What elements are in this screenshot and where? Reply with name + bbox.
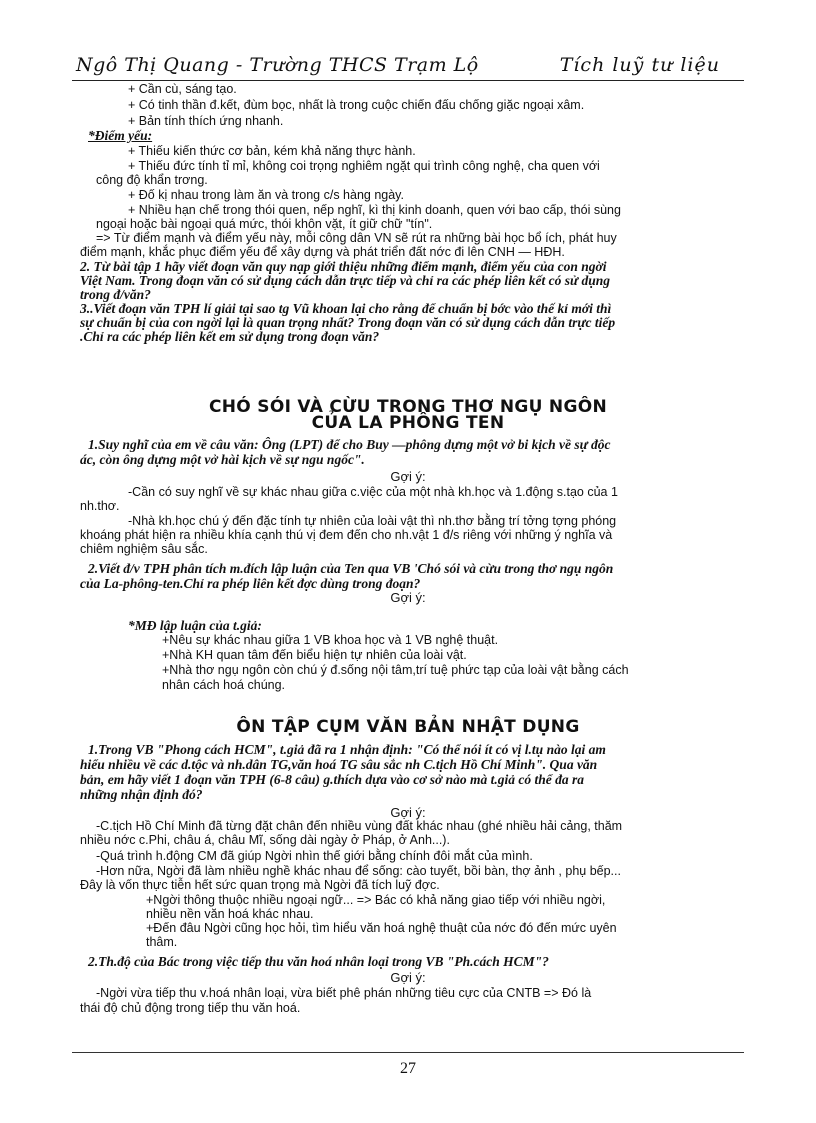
answer-line: -Ngời vừa tiếp thu v.hoá nhân loại, vừa biết phê phán những tiêu cực của CNTB => Đó là [96, 986, 592, 1000]
weakness-line: + Đố kị nhau trong làm ăn và trong c/s hàng ngày. [128, 188, 404, 202]
page-header [72, 50, 744, 81]
footer-divider [72, 1052, 744, 1053]
exercise-question: Việt Nam. Trong đoạn văn có sử dụng cách dẫn trực tiếp và chỉ ra các phép liên kết có sử dụng [80, 273, 611, 288]
exercise-question: 2. Từ bài tập 1 hãy viết đoạn văn quy nạp giới thiệu những điểm mạnh, điểm yếu của con ngời [80, 259, 607, 274]
answer-line: -Nhà kh.học chú ý đến đặc tính tự nhiên của loài vật thì nh.thơ bằng trí tởng tợng phóng [128, 514, 617, 528]
weakness-line: + Thiếu kiến thức cơ bản, kém khả năng thực hành. [128, 144, 416, 158]
question: 2.Th.độ của Bác trong việc tiếp thu văn hoá nhân loại trong VB "Ph.cách HCM"? [88, 954, 549, 969]
answer-line: thái độ chủ động trong tiếp thu văn hoá. [80, 1001, 301, 1015]
answer-line: -C.tịch Hồ Chí Minh đã từng đặt chân đến nhiều vùng đất khác nhau (ghé nhiều hải cảng, thăm [96, 819, 623, 833]
question: bản, em hãy viết 1 đoạn văn TPH (6-8 câu) g.thích dựa vào cơ sở nào mà t.giả có thể đa ra [80, 772, 585, 787]
answer-line: Đây là vốn thực tiễn hết sức quan trọng mà Ngời đã tích luỹ đợc. [80, 878, 440, 892]
page-number: 27 [400, 1060, 416, 1077]
answer-line: thâm. [146, 935, 178, 949]
answer-line: -Hơn nữa, Ngời đã làm nhiều nghề khác nhau để sống: cào tuyết, bồi bàn, thợ ảnh , phụ bếp... [96, 864, 621, 878]
section-title: ÔN TẬP CỤM VĂN BẢN NHẬT DỤNG [236, 717, 580, 737]
argument-line: +Nêu sự khác nhau giữa 1 VB khoa học và 1 VB nghệ thuật. [162, 633, 499, 647]
hint-label: Gợi ý: [390, 805, 426, 820]
header-doc-title: Tích luỹ tư liệu [559, 54, 720, 76]
hint-label: Gợi ý: [390, 469, 426, 484]
weakness-line: công độ khẩn trơng. [96, 173, 208, 187]
intro-line: + Bản tính thích ứng nhanh. [128, 114, 284, 128]
hint-label: Gợi ý: [390, 590, 426, 605]
question: những nhận định đó? [80, 787, 203, 802]
question: 1.Suy nghĩ của em về câu văn: Ông (LPT) để cho Buy —phông dựng một vở bi kịch về sự độc [88, 437, 611, 452]
question: của La-phông-ten.Chỉ ra phép liên kết đợc dùng trong đoạn? [80, 576, 421, 591]
answer-line: nhiều nền văn hoá khác nhau. [146, 907, 314, 921]
argument-label: *MĐ lập luận của t.giả: [128, 618, 262, 633]
answer-line: -Cần có suy nghĩ về sự khác nhau giữa c.việc của một nhà kh.học và 1.động s.tạo của 1 [128, 485, 618, 499]
section-title: CHÓ SÓI VÀ CỪU TRONG THƠ NGỤ NGÔN [209, 397, 607, 417]
argument-line: nhân cách hoá chúng. [162, 678, 286, 692]
exercise-question: .Chỉ ra các phép liên kết em sử dụng trong đoạn văn? [80, 329, 380, 344]
section-title: CỦA LA PHÔNG TEN [311, 413, 505, 433]
exercise-question: trong đ/văn? [80, 287, 151, 302]
question: ác, còn ông dựng một vở hài kịch về sự ngu ngốc". [80, 452, 365, 467]
intro-line: + Cần cù, sáng tạo. [128, 82, 237, 96]
answer-line: nh.thơ. [80, 499, 120, 513]
answer-line: chiêm nghiệm sâu sắc. [80, 542, 208, 556]
conclusion-line: điểm mạnh, khắc phục điểm yếu để xây dựng và phát triển đất nớc đi lên CNH — HĐH. [80, 245, 565, 259]
answer-line: -Quá trình h.động CM đã giúp Ngời nhìn thế giới bằng chính đôi mắt của mình. [96, 849, 533, 863]
header-author: Ngô Thị Quang - Trường THCS Trạm Lộ [76, 54, 479, 76]
weakness-line: + Nhiều hạn chế trong thói quen, nếp nghĩ, kì thị kinh doanh, quen với bao cấp, thói sùng [128, 203, 621, 217]
question: 2.Viết đ/v TPH phân tích m.đích lập luận của Ten qua VB 'Chó sói và cừu trong thơ ngụ ngôn [88, 561, 614, 576]
intro-line: + Có tinh thần đ.kết, đùm bọc, nhất là trong cuộc chiến đấu chống giặc ngoại xâm. [128, 98, 585, 112]
answer-line: khoáng phát hiện ra nhiều khía cạnh thú vị đem đến cho nh.vật 1 đ/s riêng với những ý nghĩa và [80, 528, 613, 542]
weakness-line: + Thiếu đức tính tỉ mỉ, không coi trọng nghiêm ngặt qui trình công nghệ, cha quen với [128, 159, 600, 173]
conclusion-line: => Từ điểm mạnh và điểm yếu này, mỗi công dân VN sẽ rút ra những bài học bổ ích, phát huy [96, 231, 617, 245]
answer-line: +Đến đâu Ngời cũng học hỏi, tìm hiểu văn hoá nghệ thuật của nớc đó đến mức uyên [146, 921, 617, 935]
answer-line: nhiều nớc c.Phi, châu á, châu Mĩ, sống dài ngày ở Pháp, ở Anh...). [80, 833, 450, 847]
answer-line: +Ngời thông thuộc nhiều ngoại ngữ... => Bác có khả năng giao tiếp với nhiều ngời, [146, 893, 606, 907]
exercise-question: 3..Viết đoạn văn TPH lí giải tại sao tg Vũ khoan lại cho rằng để chuẩn bị bớc vào thế kỉ mới thì [80, 301, 612, 316]
hint-label: Gợi ý: [390, 970, 426, 985]
weakness-line: ngoại hoặc bài ngoại quá mức, thói khôn vặt, ít giữ chữ "tín". [96, 217, 433, 231]
argument-line: +Nhà KH quan tâm đến biểu hiện tự nhiên của loài vật. [162, 648, 467, 662]
argument-line: +Nhà thơ ngụ ngôn còn chú ý đ.sống nội tâm,trí tuệ phức tạp của loài vật bằng cách [162, 663, 629, 677]
weakness-label: *Điểm yếu: [88, 128, 153, 143]
exercise-question: sự chuẩn bị của con ngời lại là quan trọng nhất? Trong đoạn văn có sử dụng cách dẫn trực tiếp [80, 315, 616, 330]
question: hiểu nhiều về các d.tộc và nh.dân TG,văn hoá TG sâu sắc nh C.tịch Hồ Chí Minh". Qua văn [80, 757, 598, 772]
question: 1.Trong VB "Phong cách HCM", t.giả đã ra 1 nhận định: "Có thể nói ít có vị l.tụ nào lại am [88, 742, 606, 757]
